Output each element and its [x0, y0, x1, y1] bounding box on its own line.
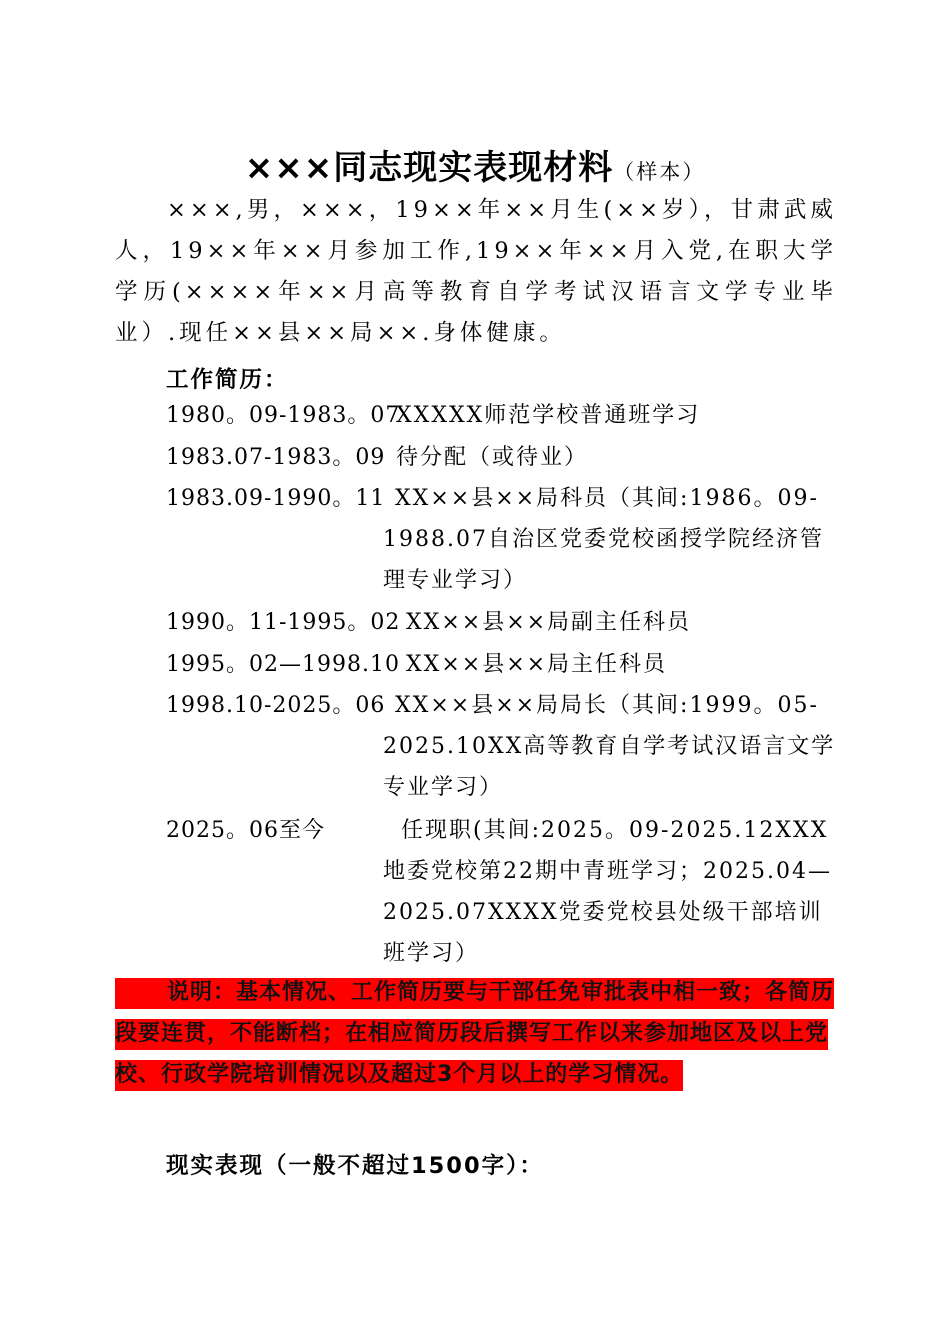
resume-desc: XXXXX师范学校普通班学习 — [396, 403, 701, 428]
note-text: 说明：基本情况、工作简历要与干部任免审批表中相一致；各简历段要连贯，不能断档；在相应简历段后撰写工作以来参加地区及以上党校、行政学院培训情况以及超过3个月以上的学习情况。 — [115, 980, 835, 1087]
resume-desc: 任现职(其间:2025。09-2025.12XXX地委党校第22期中青班学习；2025.04—2025.07XXXX党委党校县处级干部培训班学习） — [383, 818, 832, 966]
resume-date: 1980。09-1983。07 — [166, 403, 401, 428]
resume-date: 1983.07-1983。09 — [166, 445, 386, 470]
note-highlight — [115, 972, 837, 1095]
intro-paragraph: ×××,男，×××，19××年××月生(××岁），甘肃武威人，19××年××月参加工作,19××年××月入党,在职大学学历(××××年××月高等教育自学考试汉语言文学专业毕业）.现任××县××局××.身体健康。 — [115, 197, 837, 346]
performance-heading: 现实表现（一般不超过1500字）： — [166, 1153, 544, 1179]
resume-desc: XX××县××局副主任科员 — [406, 610, 692, 635]
resume-date: 1990。11-1995。02 — [166, 610, 401, 635]
resume-date: 1995。02—1998.10 — [166, 652, 400, 677]
resume-heading: 工作简历： — [166, 367, 289, 393]
title-text: ×××同志现实表现材料 — [244, 148, 614, 188]
resume-desc: XX××县××局局长（其间:1999。05-2025.10XX高等教育自学考试汉语言文学专业学习） — [383, 693, 836, 800]
resume-date: 1998.10-2025。06 — [166, 693, 386, 718]
resume-date: 1983.09-1990。11 — [166, 486, 386, 511]
resume-date: 2025。06至今 — [166, 818, 325, 843]
resume-desc: 待分配（或待业） — [396, 445, 589, 470]
title-note: （样本） — [613, 160, 706, 184]
resume-desc: XX××县××局主任科员 — [406, 652, 668, 677]
document-title — [0, 140, 950, 189]
resume-desc: XX××县××局科员（其间:1986。09-1988.07自治区党委党校函授学院经济管理专业学习） — [383, 486, 824, 593]
